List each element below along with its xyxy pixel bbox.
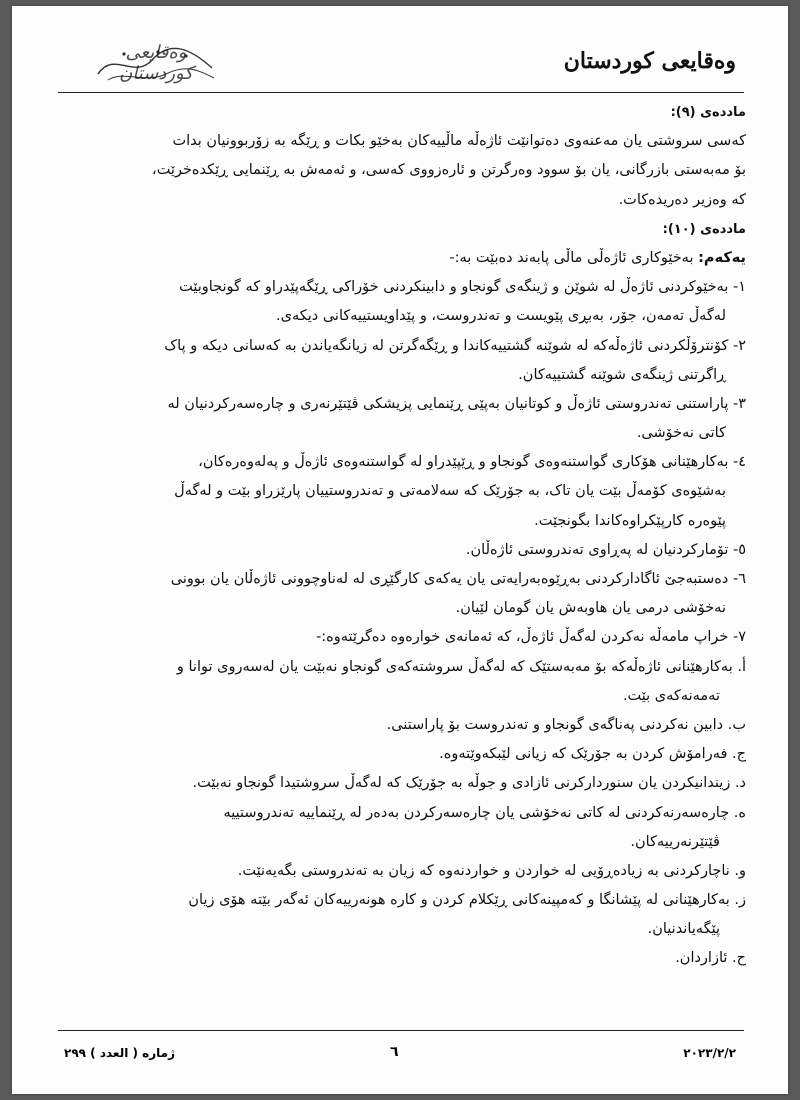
issue-date: ٢٠٢٣/٢/٢ [683,1046,736,1060]
paragraph-line: کە وەزیر دەریدەکات. [618,191,746,208]
list-item: ٧- خراپ مامەڵە نەکردن لەگەڵ ئاژەڵ، کە ئەمانەی خوارەوە دەگرێتەوە:- [316,629,746,646]
header-rule [58,92,744,93]
list-item: ٢- کۆنترۆڵکردنی ئاژەڵەکە لە شوێنە گشتییەکاندا و ڕێگەگرتن لە زیانگەیاندن بە کەسانی دیکە و پاک [164,337,746,354]
page-footer [12,1024,788,1094]
list-item: کاتی نەخۆشی. [636,425,726,442]
calligraphy-logo-text: وەقایعی کوردستان [119,42,193,84]
page-number: ٦ [390,1044,399,1060]
list-item: لەگەڵ تەمەن، جۆر، بەبڕی پێویست و تەندروست، و پێداویستییەکانی دیکەی. [276,308,726,325]
list-item: پێگەیاندنیان. [647,921,720,938]
list-item: ڤێتێرنەرییەکان. [630,833,720,850]
section-label: یەکەم: [698,249,746,266]
section-text: بەخێوکاری ئاژەڵی ماڵی پابەند دەبێت بە:- [449,249,699,266]
page-header [12,6,788,104]
list-item: ج. فەرامۆش کردن بە جۆرێک کە زیانی لێبکەوێتەوە. [439,746,746,763]
list-item: ٦- دەستبەجێ ئاگادارکردنی بەڕێوەبەرایەتی یان یەکەی کارگێڕی لە لەناوچوونی ئاژەڵان یان بوونی [170,571,746,587]
list-item: ٣- پاراستنی تەندروستی ئاژەڵ و کوتانیان بەپێی ڕێنمایی پزیشکی ڤێتێرنەری و چارەسەرکردنیان لە [167,395,746,412]
issue-number: ژمارە ( العدد ) ٢٩٩ [64,1046,175,1060]
list-item: پێوەرە کارپێکراوەکاندا بگونجێت. [534,512,726,529]
list-item: بەشێوەی کۆمەڵ بێت یان تاک، بە جۆرێک کە سەلامەتی و تەندروستییان پارێزراو بێت و لەگەڵ [174,483,726,500]
list-item: نەخۆشی درمی یان هاوبەش یان گومان لێیان. [455,600,726,617]
article-heading: ماددەی (١٠): [662,221,746,237]
list-item: ح. ئازاردان. [675,950,746,967]
list-item: ٤- بەکارهێنانی هۆکاری گواستنەوەی گونجاو و ڕێپێدراو لە گواستنەوەی ئاژەڵ و پەلەوەرەکان، [198,454,746,471]
list-item: ڕاگرتنی ژینگەی شوێنە گشتییەکان. [518,366,726,383]
list-item: تەمەنەکەی بێت. [622,687,720,704]
list-item: ز. بەکارهێنانی لە پێشانگا و کەمپینەکانی ڕێکلام کردن و کارە هونەرییەکان ئەگەر بێتە هۆی زیان [188,892,746,909]
list-item: و. ناچارکردنی بە زیادەڕۆیی لە خواردن و خواردنەوە کە زیان بە تەندروستی بگەیەنێت. [237,862,746,879]
journal-title: وەقایعی کوردستان [563,48,736,74]
list-item: ٥- تۆمارکردنیان لە پەڕاوی تەندروستی ئاژەڵان. [465,541,746,558]
document-body [46,98,746,974]
list-item: ه. چارەسەرنەکردنی لە کاتی نەخۆشی یان چارەسەرکردن بەدەر لە ڕێنماییە تەندروستییە [223,804,746,821]
article-heading: ماددەی (٩): [670,105,746,120]
section-first-line [46,244,746,273]
list-item: د. زیندانیکردن یان سنوردارکرنی ئازادی و جوڵە بە جۆرێک کە لەگەڵ سروشتیدا گونجاو نەبێت. [192,775,746,792]
list-item: ١- بەخێوکردنی ئاژەڵ لە شوێن و ژینگەی گونجاو و دابینکردنی خۆراکی ڕێگەپێدراو کە گونجاوبێت [179,279,746,296]
paragraph-line: کەسی سروشتی یان مەعنەوی دەتوانێت ئاژەڵە ماڵییەکان بەخێو بکات و ڕێگە بە زۆربوونیان بدات [172,133,746,150]
document-page [12,6,788,1094]
list-item: ب. دابین نەکردنی پەناگەی گونجاو و تەندروست بۆ پاراستنی. [386,716,746,733]
paragraph-line: بۆ مەبەستی بازرگانی، یان بۆ سوود وەرگرتن و ئارەزووی کەسی، و ئەمەش بە ڕێنمایی ڕێکدەخرێت، [152,162,746,179]
list-item: أ. بەکارهێنانی ئاژەڵەکە بۆ مەبەستێک کە لەگەڵ سروشتەکەی گونجاو نەبێت یان لەسەروی توانا و [176,658,746,675]
